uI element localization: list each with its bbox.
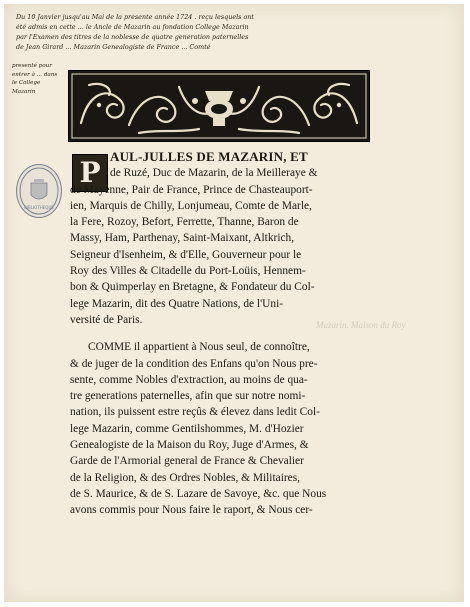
paragraph-line: avons commis pour Nous faire le raport, & Nous cer- [70,504,313,517]
decree-text [70,149,376,519]
paragraph-line: tre generations paternelles, afin que sur notre nomi- [70,390,306,403]
handwritten-line: Du 10 Janvier jusqu'au Mai de la presente année 1724 . reçu lesquels ont [16,13,254,21]
title-line: AUL-JULLES DE MAZARIN, ET [110,149,308,164]
title-line: Seigneur d'Isenheim, & d'Elle, Gouverneur pour le [70,248,302,261]
document-page [4,4,464,602]
paragraph-line: lege Mazarin, comme Gentilshommes, M. d'Hozier [70,422,304,435]
ornamental-headpiece [68,70,370,142]
scrollwork-ornament-icon [69,71,369,141]
stamp-seal-icon [17,165,61,217]
drop-cap-letter: P [79,156,101,189]
handwritten-line: été admis en cette ... le Ancle de Mazarin au fondation College Mazarin [16,23,249,31]
library-stamp [16,164,62,218]
paragraph-line: de la Religion, & des Ordres Nobles, & Militaires, [70,471,300,484]
title-line: versité de Paris. [70,313,143,326]
title-line: ien, Marquis de Chilly, Lonjumeau, Comte de Marle, [70,199,312,212]
paragraph-line: Garde de l'Armorial general de France & Chevalier [70,455,304,468]
title-line: la Fere, Rozoy, Befort, Ferrette, Thanne, Baron de [70,216,299,229]
paragraph-line: & de juger de la condition des Enfans qu'on Nous pre- [70,357,318,370]
stamp-text: BIBLIOTHEQUE [24,205,54,210]
title-line: Roy des Villes & Citadelle du Port-Loüis, Hennem- [70,265,306,278]
title-line: de Mayenne, Pair de France, Prince de Chasteauport- [70,183,313,196]
handwritten-line: par l'Examen des titres de la noblesse de quatre generation paternelles [16,33,249,41]
title-line: de Ruzé, Duc de Mazarin, de la Meilleraye & [110,167,318,180]
title-line: lege Mazarin, dit des Quatre Nations, de l'Uni- [70,297,284,310]
title-line: bon & Quimperlay en Bretagne, & Fondateur du Col- [70,281,315,294]
bleed-through-text: Mazarin. Maison du Roy [316,320,406,330]
handwritten-annotation [12,12,316,95]
paragraph-line: COMME il appartient à Nous seul, de connoître, [88,341,310,354]
handwritten-line: de Jean Girard ... Mazarin Genealogiste de France ... Comté [16,43,211,51]
handwritten-margin-note: presenté pour entrer à ... dans le College Mazarin [12,63,58,95]
decree-paragraph [70,339,376,518]
paragraph-line: sente, comme Nobles d'extraction, au moins de qua- [70,373,308,386]
title-line: Massy, Ham, Parthenay, Saint-Maixant, Altkrich, [70,232,295,245]
paragraph-line: de S. Maurice, & de S. Lazare de Savoye, &c. que Nous [70,487,327,500]
paragraph-line: Genealogiste de la Maison du Roy, Juge d'Armes, & [70,439,309,452]
paragraph-line: nation, ils puissent estre reçûs & élevez dans ledit Col- [70,406,320,419]
